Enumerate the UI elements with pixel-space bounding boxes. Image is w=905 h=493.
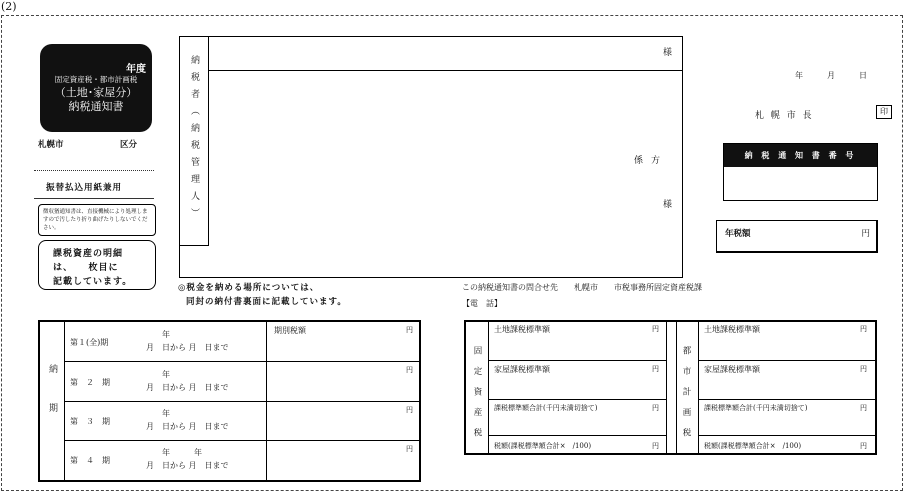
table-row xyxy=(64,402,266,441)
fixed-land-label: 土地課税標準額 xyxy=(494,325,550,334)
taxable-assets-box xyxy=(38,240,156,290)
taxpayer-label-divider xyxy=(208,37,209,245)
fixed-asset-tax-label: 固定資産税 xyxy=(472,346,482,449)
handling-notice-box xyxy=(38,204,156,236)
honorific-1: 様 xyxy=(662,48,672,58)
installments-table xyxy=(38,320,421,482)
handling-notice-text: 徴収猶通知書は、直接機械により処理しますので汚したり折り曲げたりしないでください。 xyxy=(43,209,148,231)
date-line: 年 月 日 xyxy=(795,71,867,80)
table-row xyxy=(64,441,266,480)
assets-line-3: 記載しています。 xyxy=(53,277,133,287)
payment-place-note-2: 同封の納付書裏面に記載しています。 xyxy=(186,297,347,307)
col-divider xyxy=(488,322,489,453)
installment-year: 年 年 xyxy=(162,448,202,457)
assets-line-2: は、 枚目に xyxy=(53,263,119,273)
annual-tax-label: 年税額 xyxy=(725,229,751,239)
city-planning-tax-label: 都市計画税 xyxy=(681,346,691,449)
row-divider xyxy=(488,435,666,436)
title-line-2: （土地･家屋分） xyxy=(54,86,138,99)
city-total-label: 課税標準額合計(千円未満切捨て) xyxy=(704,404,808,412)
col-divider xyxy=(676,322,677,453)
installment-range: 月 日から 月 日まで xyxy=(146,343,229,352)
installment-term: 第 ４ 期 xyxy=(70,456,110,465)
city-land-label: 土地課税標準額 xyxy=(704,325,760,334)
city-house-label: 家屋課税標準額 xyxy=(704,365,760,374)
city-house-yen: 円 xyxy=(860,365,867,373)
divider xyxy=(34,170,154,171)
installment-amount-label: 期別税額 xyxy=(274,326,306,335)
transfer-form-note: 振替払込用紙兼用 xyxy=(46,183,123,193)
row-divider xyxy=(698,435,875,436)
row-divider xyxy=(698,399,875,400)
fixed-land-yen: 円 xyxy=(652,325,659,333)
table-row xyxy=(64,362,266,402)
installment-yen: 円 xyxy=(406,445,413,453)
row-divider xyxy=(698,360,875,361)
document-title-box xyxy=(40,44,152,132)
installment-range: 月 日から 月 日まで xyxy=(146,383,229,392)
city-land-yen: 円 xyxy=(860,325,867,333)
fixed-tax-label: 税額(課税標準額合計× /100) xyxy=(494,442,592,450)
taxpayer-box xyxy=(179,36,683,278)
installment-term: 第１(全)期 xyxy=(70,338,109,347)
installment-year: 年 xyxy=(162,370,170,379)
city-tax-label: 税額(課税標準額合計× /100) xyxy=(704,442,802,450)
installment-yen: 円 xyxy=(406,366,413,374)
seal-box: 印 xyxy=(876,105,892,119)
installment-yen: 円 xyxy=(406,406,413,414)
annual-tax-box xyxy=(716,220,878,253)
divider xyxy=(34,198,154,199)
taxpayer-label: 納税者（納税管理人） xyxy=(189,55,199,225)
installment-year: 年 xyxy=(162,409,170,418)
notice-number-header: 納 税 通 知 書 番 号 xyxy=(724,144,877,167)
assets-line-1: 課税資産の明細 xyxy=(53,249,124,259)
city-total-yen: 円 xyxy=(860,404,867,412)
page-number: (2) xyxy=(1,0,17,13)
inquiry-line: この納税通知書の問合せ先 札幌市 市税事務所固定資産税課 xyxy=(462,283,702,292)
label-bottom xyxy=(180,245,209,246)
installment-term: 第 ２ 期 xyxy=(70,378,110,387)
row-divider xyxy=(488,399,666,400)
honorific-2: 様 xyxy=(662,200,672,210)
city-label: 札幌市 xyxy=(38,140,64,150)
fiscal-year-label: 年度 xyxy=(126,64,146,75)
fixed-house-yen: 円 xyxy=(652,365,659,373)
city-tax-yen: 円 xyxy=(860,442,867,450)
fixed-tax-yen: 円 xyxy=(652,442,659,450)
installment-yen: 円 xyxy=(406,326,413,334)
fixed-total-label: 課税標準額合計(千円未満切捨て) xyxy=(494,404,598,412)
installments-side-label: 納期 xyxy=(47,364,57,442)
care-of-label: 係方 xyxy=(633,156,668,166)
tax-assessment-table xyxy=(464,320,877,455)
col-divider xyxy=(666,322,667,453)
installment-year: 年 xyxy=(162,330,170,339)
installment-range: 月 日から 月 日まで xyxy=(146,422,229,431)
installment-range: 月 日から 月 日まで xyxy=(146,461,229,470)
name-underline xyxy=(208,70,682,71)
title-line-1: 固定資産税・都市計画税 xyxy=(54,75,138,84)
fixed-house-label: 家屋課税標準額 xyxy=(494,365,550,374)
payment-place-note-1: ◎税金を納める場所については、 xyxy=(178,283,320,293)
annual-tax-yen: 円 xyxy=(861,229,870,239)
mayor-label: 札 幌 市 長 xyxy=(755,111,814,121)
table-row xyxy=(64,322,266,362)
notice-number-box xyxy=(723,143,878,201)
col-divider xyxy=(698,322,699,453)
row-divider xyxy=(488,360,666,361)
fixed-total-yen: 円 xyxy=(652,404,659,412)
ward-label: 区分 xyxy=(120,140,138,150)
title-line-3: 納税通知書 xyxy=(68,100,124,113)
installment-term: 第 ３ 期 xyxy=(70,417,110,426)
phone-label: 【電 話】 xyxy=(462,299,502,308)
